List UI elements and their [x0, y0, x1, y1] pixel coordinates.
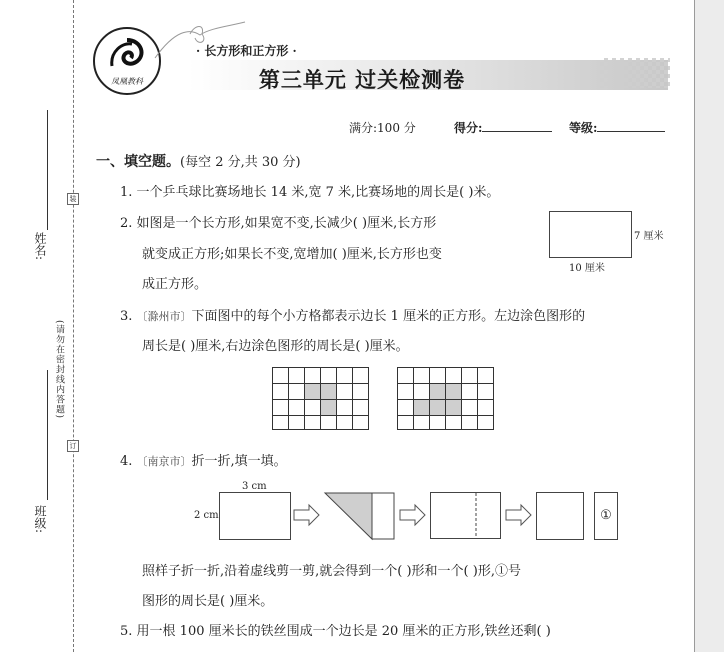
fold-side-label: 2 cm [194, 510, 219, 521]
paper-rectangle [219, 492, 291, 540]
score-blank[interactable] [482, 119, 552, 132]
left-shade-cell [304, 383, 320, 399]
score-label: 得分: [454, 121, 483, 135]
class-label: 班级: [33, 505, 47, 534]
question-2-line-1: 2. 如图是一个长方形,如果宽不变,长减少( )厘米,长方形 [120, 216, 437, 231]
question-2-line-2: 就变成正方形;如果长不变,宽增加( )厘米,长方形也变 [142, 247, 442, 262]
question-4-line-3: 图形的周长是( )厘米。 [142, 594, 274, 609]
q4-text: 折一折,填一填。 [191, 454, 287, 469]
seal-box-1: 装 [67, 193, 79, 205]
page-title: 第三单元 过关检测卷 [258, 67, 466, 92]
right-shade-cell [429, 383, 445, 399]
full-score: 满分:100 分 [349, 121, 416, 135]
question-4-line-2: 照样子折一折,沿着虚线剪一剪,就会得到一个( )形和一个( )形,①号 [142, 564, 521, 579]
name-label: 姓名: [33, 232, 47, 261]
fold-top-label: 3 cm [242, 481, 267, 492]
logo-text: 凤凰教科 [111, 77, 143, 86]
question-1: 1. 一个乒乓球比赛场地长 14 米,宽 7 米,比赛场地的周长是( )米。 [120, 185, 500, 200]
seal-box-2: 订 [67, 440, 79, 452]
piece-one: ① [594, 492, 618, 540]
right-shaded-grid [397, 367, 495, 431]
arrow-icon [505, 503, 533, 527]
class-underline [47, 370, 48, 500]
question-2-line-3: 成正方形。 [142, 277, 208, 292]
left-shaded-grid [272, 367, 370, 431]
unfolded-paper-figure [430, 492, 502, 540]
sealing-notice: (请勿在密封线内答题) [54, 320, 64, 420]
left-shade-cell [320, 399, 336, 415]
q4-tag: 〔南京市〕 [136, 455, 192, 468]
arrow-icon [293, 503, 321, 527]
rect-width-label: 7 厘米 [634, 231, 664, 242]
question-3-line-2: 周长是( )厘米,右边涂色图形的周长是( )厘米。 [142, 339, 409, 354]
question-5: 5. 用一根 100 厘米长的铁丝围成一个边长是 20 厘米的正方形,铁丝还剩( ) [120, 624, 551, 639]
score-field [454, 119, 552, 136]
right-shade-cell [445, 399, 461, 415]
right-shade-cell [445, 383, 461, 399]
rect-length-label: 10 厘米 [569, 263, 605, 274]
section-heading: 一、填空题。 [96, 154, 180, 170]
folded-paper-figure [324, 492, 396, 540]
grade-label: 等级: [569, 121, 598, 135]
grade-field [569, 119, 665, 136]
grade-blank[interactable] [597, 119, 665, 132]
right-shade-cell [413, 399, 429, 415]
right-shade-cell [429, 399, 445, 415]
square-piece [536, 492, 584, 540]
section-note: (每空 2 分,共 30 分) [180, 155, 301, 170]
arrow-icon [399, 503, 427, 527]
q3-tag: 〔滁州市〕 [136, 310, 192, 323]
page-edge [694, 0, 724, 652]
question-4-line-1: 4. 〔南京市〕折一折,填一填。 [120, 454, 287, 469]
section-title [96, 151, 301, 171]
left-shade-cell [320, 383, 336, 399]
unit-subtitle: · 长方形和正方形 · [196, 44, 297, 58]
binding-fold-line [73, 0, 74, 652]
question-3-line-1: 3. 〔滁州市〕下面图中的每个小方格都表示边长 1 厘米的正方形。左边涂色图形的 [120, 309, 586, 324]
q3-text: 下面图中的每个小方格都表示边长 1 厘米的正方形。左边涂色图形的 [191, 309, 586, 324]
rectangle-figure [549, 211, 632, 258]
name-underline [47, 110, 48, 230]
